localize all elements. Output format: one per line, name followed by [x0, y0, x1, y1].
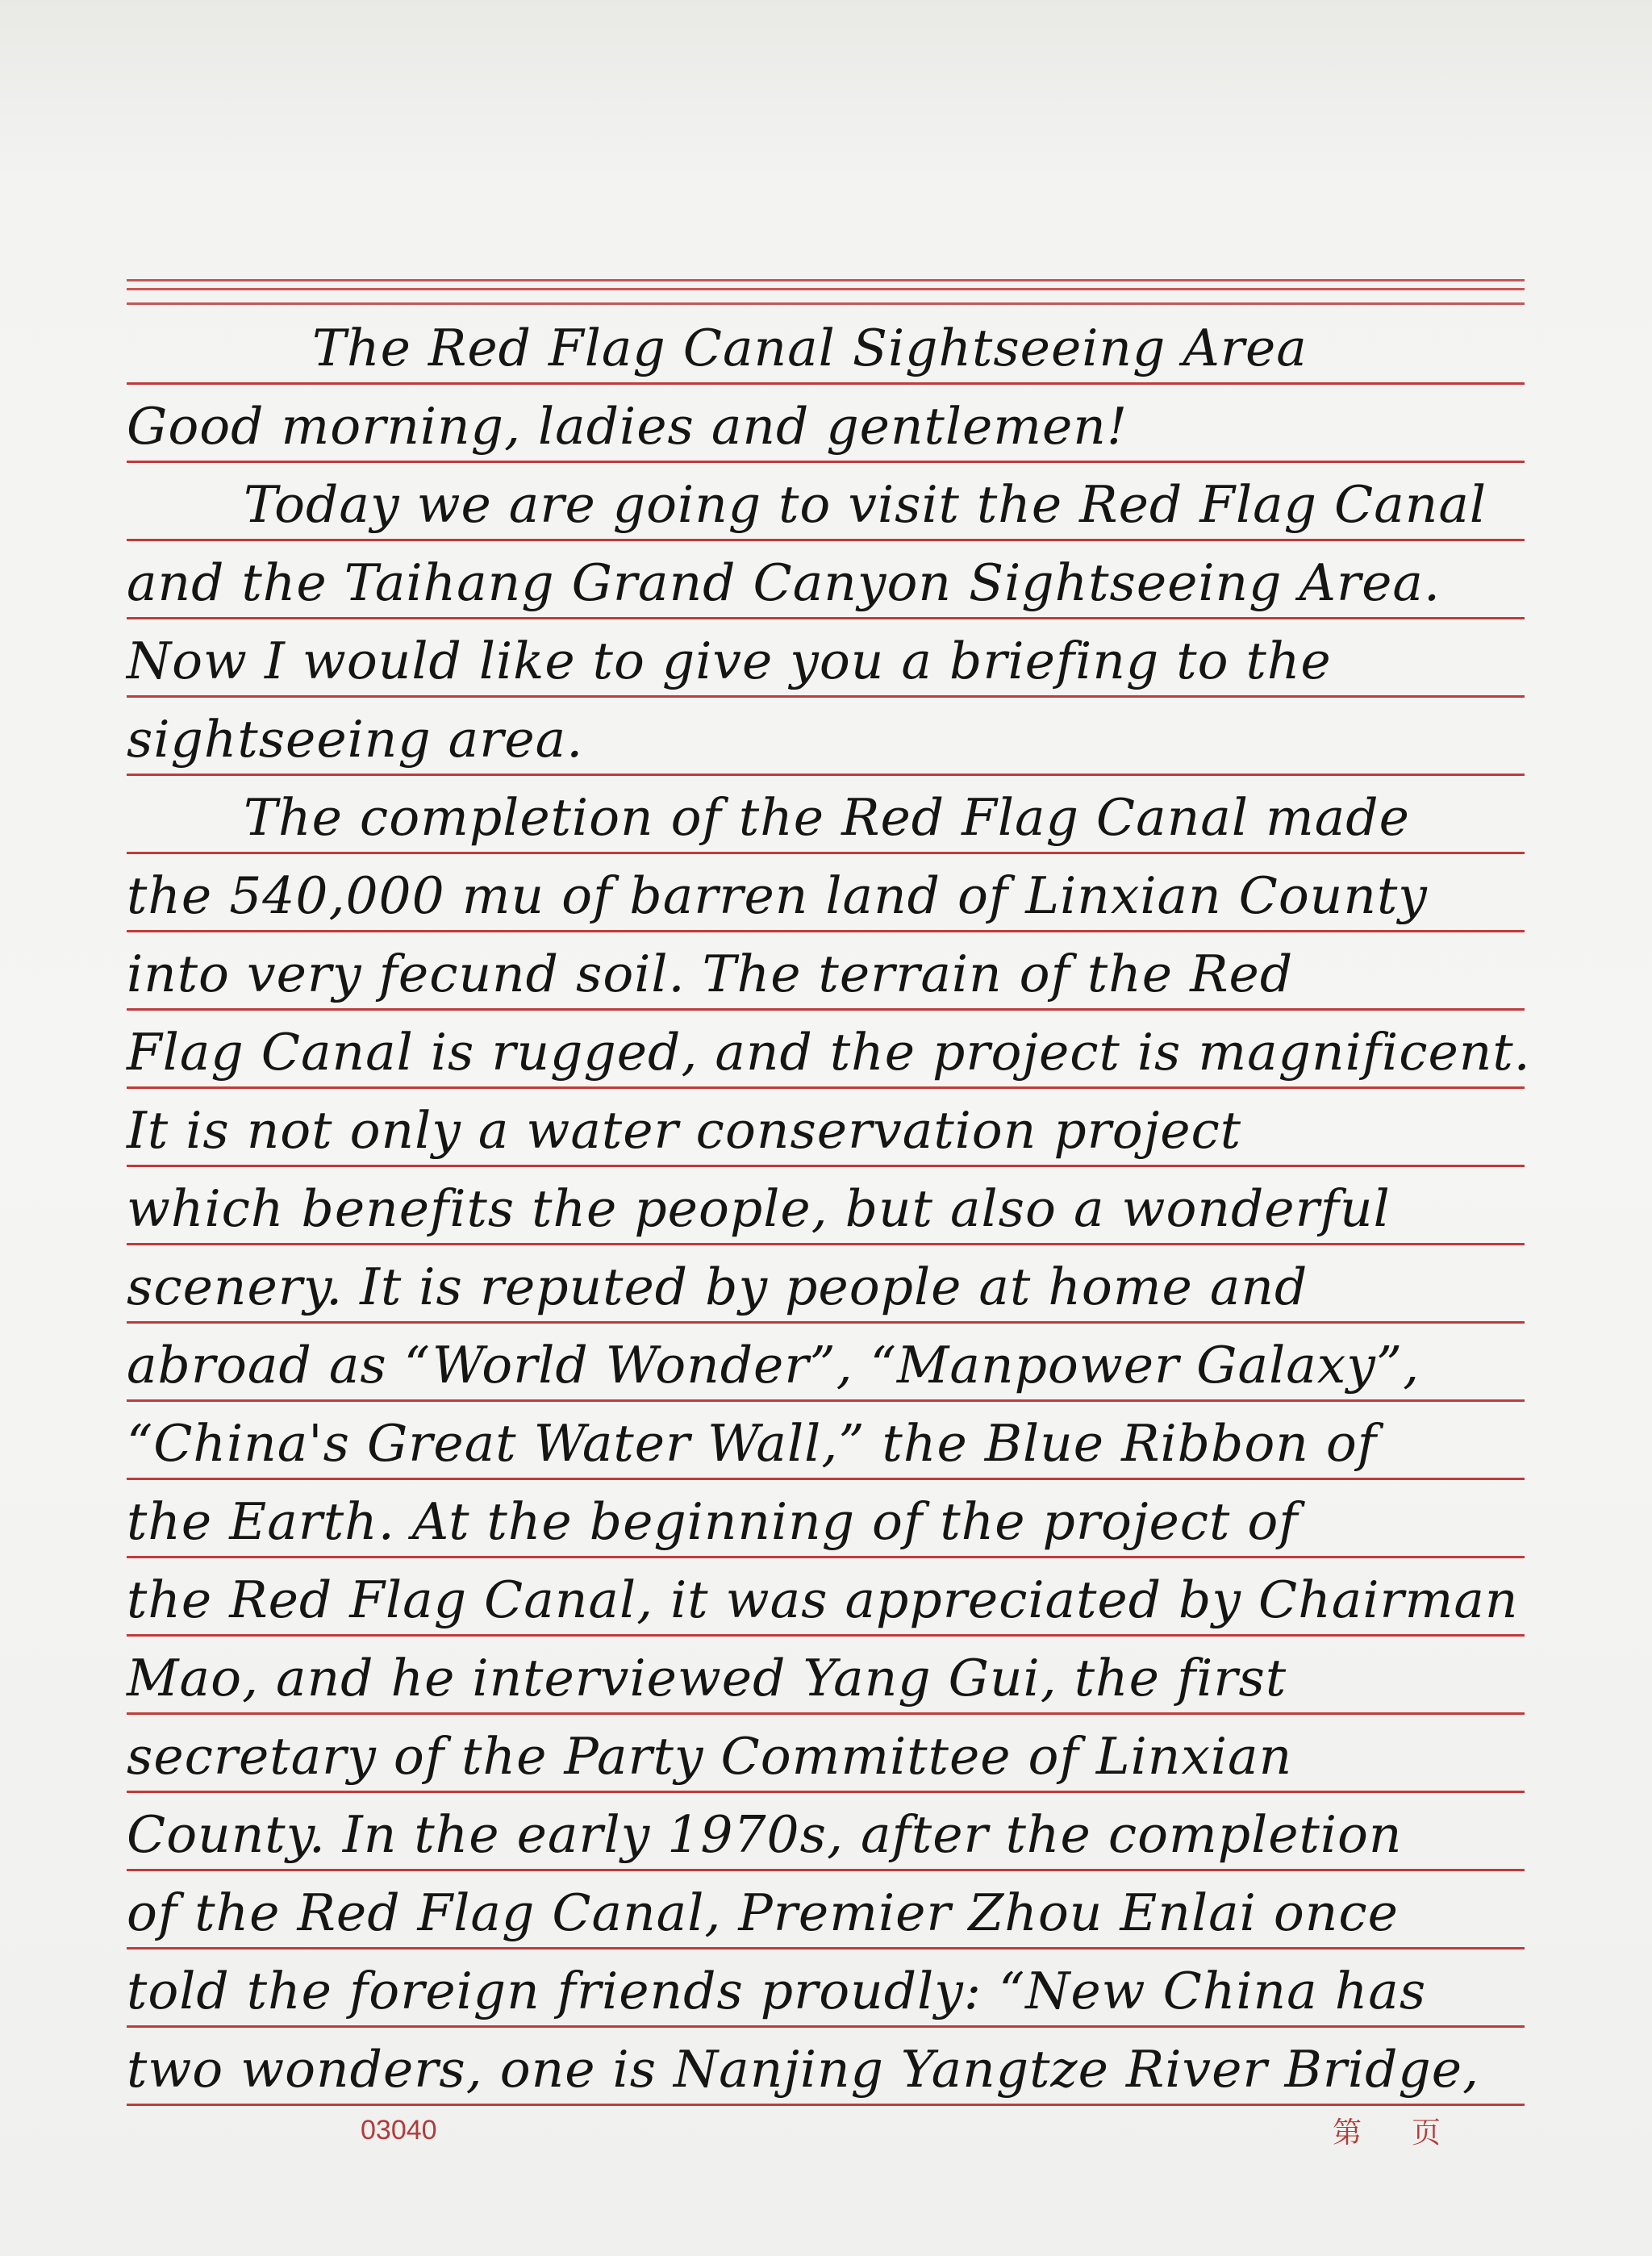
- ruled-line: [127, 932, 1525, 1011]
- text-line: secretary of the Party Committee of Linxian: [127, 1727, 1293, 1786]
- ruled-line: [127, 619, 1525, 698]
- ruled-line: [127, 385, 1525, 463]
- ruled-line: [127, 306, 1525, 385]
- text-line: It is not only a water conservation project: [127, 1101, 1242, 1160]
- text-line: the Red Flag Canal, it was appreciated by Chairman: [127, 1570, 1519, 1629]
- text-line: told the foreign friends proudly: “New China has: [127, 1962, 1427, 2020]
- text-line: Today we are going to visit the Red Flag Canal: [244, 475, 1487, 534]
- text-line: sightseeing area.: [127, 710, 584, 769]
- header-rule: [127, 279, 1525, 281]
- text-line: two wonders, one is Nanjing Yangtze River Bridge,: [127, 2040, 1480, 2099]
- text-line: “China's Great Water Wall,” the Blue Ribbon of: [127, 1414, 1378, 1473]
- ruled-line: [127, 1245, 1525, 1324]
- header-rule: [127, 288, 1525, 290]
- ruled-line: [127, 1558, 1525, 1637]
- header-rule: [127, 302, 1525, 305]
- text-line: the 540,000 mu of barren land of Linxian County: [127, 866, 1428, 925]
- text-line: Mao, and he interviewed Yang Gui, the first: [127, 1649, 1287, 1708]
- text-line: County. In the early 1970s, after the completion: [127, 1805, 1403, 1864]
- ruled-line: [127, 1715, 1525, 1793]
- text-line: which benefits the people, but also a wonderful: [127, 1179, 1391, 1238]
- ruled-line: [127, 463, 1525, 541]
- text-line: the Earth. At the beginning of the project of: [127, 1492, 1299, 1551]
- page-suffix: 页: [1412, 2116, 1441, 2150]
- sheet-code: 03040: [361, 2115, 437, 2145]
- text-line: Flag Canal is rugged, and the project is magnificent.: [127, 1023, 1531, 1082]
- ruled-line: [127, 698, 1525, 776]
- ruled-line: [127, 854, 1525, 932]
- ruled-line: [127, 1480, 1525, 1558]
- text-line: The completion of the Red Flag Canal made: [244, 788, 1410, 847]
- ruled-line: [127, 1089, 1525, 1167]
- text-line: into very fecund soil. The terrain of the Red: [127, 945, 1294, 1003]
- ruled-line: [127, 2028, 1525, 2106]
- text-line: Good morning, ladies and gentlemen!: [127, 397, 1128, 456]
- ruled-line: [127, 541, 1525, 619]
- ruled-line: [127, 1871, 1525, 1950]
- ruled-line: [127, 1167, 1525, 1245]
- ruled-line: [127, 1637, 1525, 1715]
- ruled-line: [127, 1402, 1525, 1480]
- text-line: of the Red Flag Canal, Premier Zhou Enlai once: [127, 1883, 1399, 1942]
- page-prefix: 第: [1333, 2116, 1362, 2150]
- text-line: abroad as “World Wonder”, “Manpower Galaxy”,: [127, 1336, 1420, 1395]
- page-number-label: [1333, 2110, 1491, 2151]
- ruled-line: [127, 1793, 1525, 1871]
- text-line: and the Taihang Grand Canyon Sightseeing Area.: [127, 553, 1441, 612]
- text-line: scenery. It is reputed by people at home and: [127, 1257, 1308, 1316]
- ruled-line: [127, 1950, 1525, 2028]
- text-line: Now I would like to give you a briefing to the: [127, 632, 1332, 690]
- ruled-line: [127, 776, 1525, 854]
- ruled-line: [127, 1324, 1525, 1402]
- page-title: The Red Flag Canal Sightseeing Area: [312, 319, 1308, 377]
- ruled-line: [127, 1011, 1531, 1089]
